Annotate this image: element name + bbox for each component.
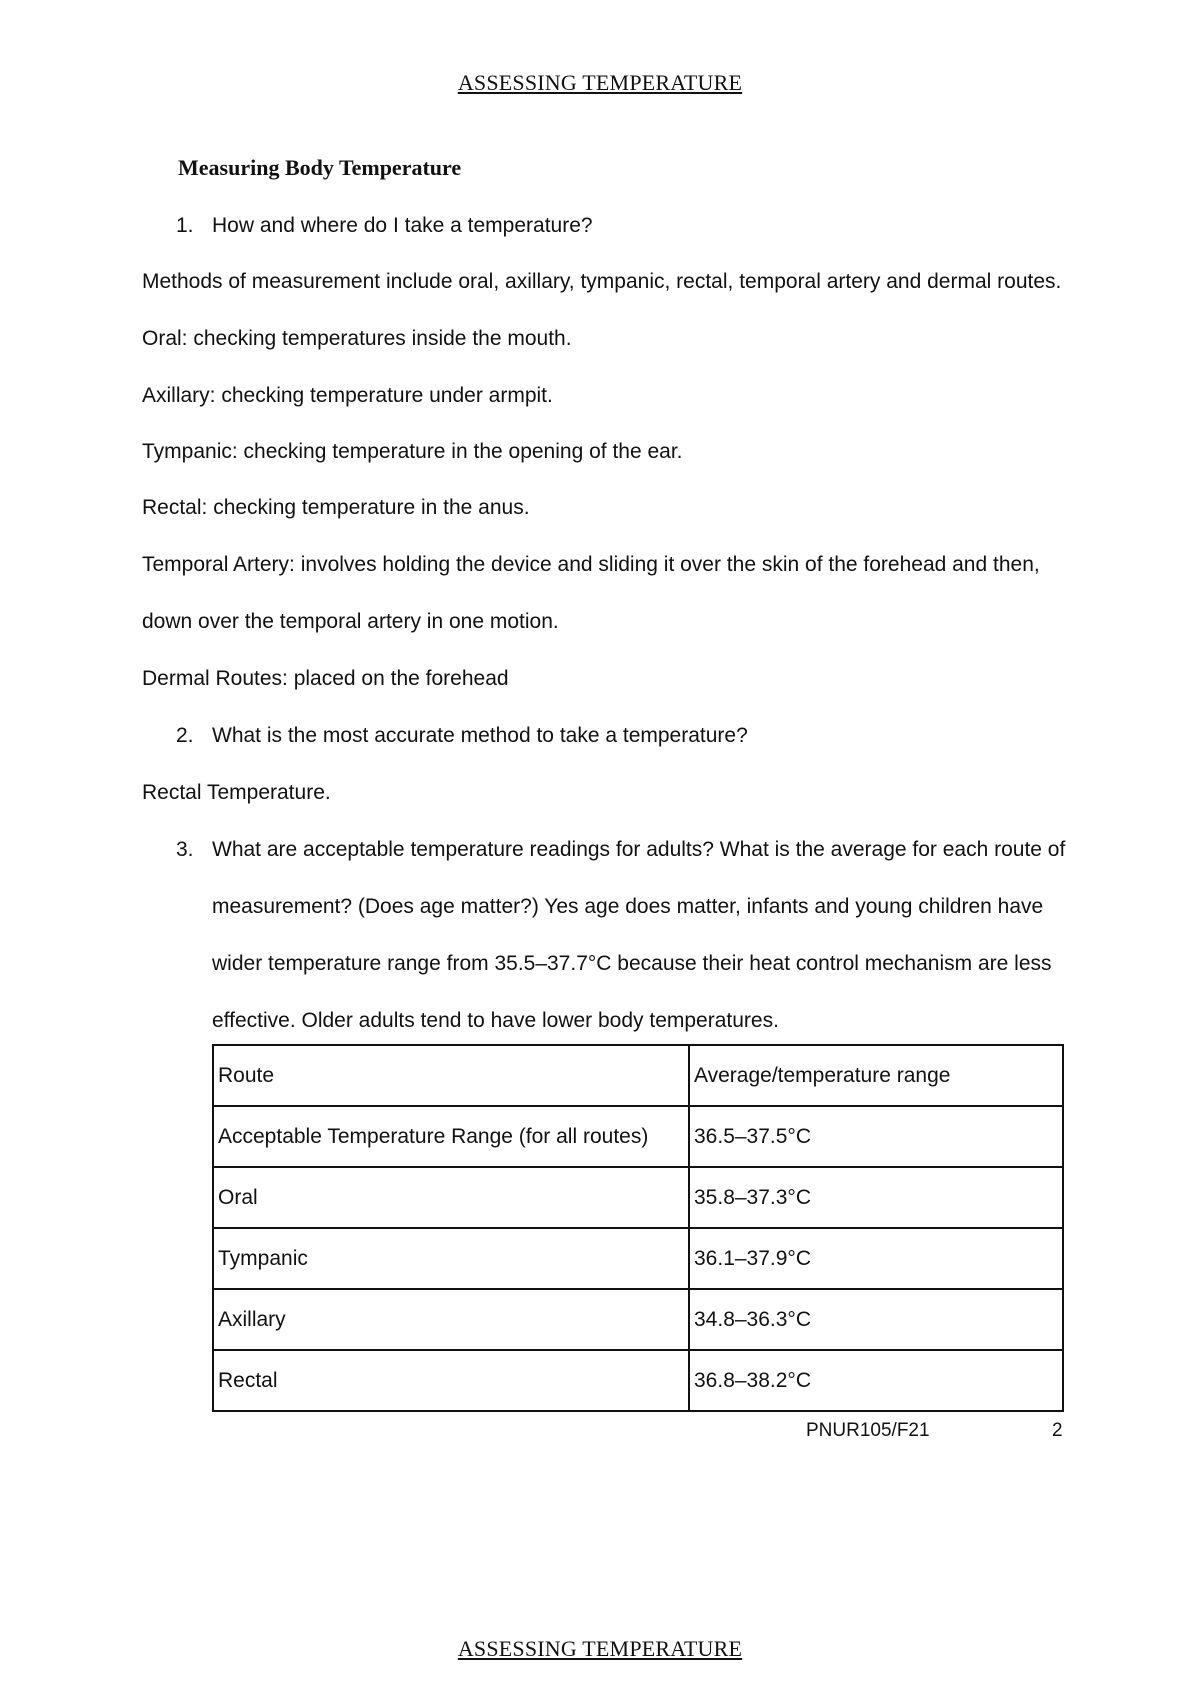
question-1-number: 1. (176, 214, 194, 237)
temperature-table (212, 1044, 1064, 1412)
question-2-text: What is the most accurate method to take a temperature? (212, 724, 748, 747)
table-cell-range: 36.1–37.9°C (689, 1228, 1063, 1289)
table-cell-range: 36.8–38.2°C (689, 1350, 1063, 1411)
answer-1-line: Tympanic: checking temperature in the opening of the ear. (142, 440, 683, 463)
answer-1-line: Dermal Routes: placed on the forehead (142, 667, 509, 690)
answer-1-line: Methods of measurement include oral, axillary, tympanic, rectal, temporal artery and dermal routes. (142, 270, 1062, 293)
question-2-number: 2. (176, 724, 194, 747)
page-header: ASSESSING TEMPERATURE (457, 70, 743, 95)
table-row (213, 1289, 1063, 1350)
question-3-line: effective. Older adults tend to have lower body temperatures. (212, 1009, 779, 1032)
table-cell-route: Rectal (213, 1350, 689, 1411)
table-row (213, 1350, 1063, 1411)
table-row (213, 1106, 1063, 1167)
answer-1-line: Oral: checking temperatures inside the mouth. (142, 327, 572, 350)
question-3-line: What are acceptable temperature readings for adults? What is the average for each route of (212, 838, 1066, 861)
answer-2-text: Rectal Temperature. (142, 781, 331, 804)
question-3-line: measurement? (Does age matter?) Yes age does matter, infants and young children have (212, 895, 1044, 918)
table-row (213, 1167, 1063, 1228)
section-title: Measuring Body Temperature (178, 155, 462, 180)
table-cell-range: 35.8–37.3°C (689, 1167, 1063, 1228)
question-3-number: 3. (176, 838, 194, 861)
table-cell-range: 34.8–36.3°C (689, 1289, 1063, 1350)
answer-1-line: down over the temporal artery in one motion. (142, 610, 559, 633)
table-cell-range: 36.5–37.5°C (689, 1106, 1063, 1167)
next-page-header: ASSESSING TEMPERATURE (457, 1636, 743, 1661)
table-row (213, 1228, 1063, 1289)
table-cell-route: Axillary (213, 1289, 689, 1350)
answer-1-line: Axillary: checking temperature under armpit. (142, 384, 553, 407)
table-header-cell: Route (213, 1045, 689, 1106)
answer-1-line: Rectal: checking temperature in the anus. (142, 496, 530, 519)
table-cell-route: Tympanic (213, 1228, 689, 1289)
footer-course-code: PNUR105/F21 (806, 1420, 930, 1441)
question-3-line: wider temperature range from 35.5–37.7°C because their heat control mechanism are less (212, 952, 1052, 975)
table-header-row (213, 1045, 1063, 1106)
footer-page-number: 2 (1052, 1420, 1063, 1441)
table-header-cell: Average/temperature range (689, 1045, 1063, 1106)
answer-1-line: Temporal Artery: involves holding the device and sliding it over the skin of the forehead and then, (142, 553, 1040, 576)
table-cell-route: Oral (213, 1167, 689, 1228)
question-1-text: How and where do I take a temperature? (212, 214, 593, 237)
table-cell-route: Acceptable Temperature Range (for all routes) (213, 1106, 689, 1167)
